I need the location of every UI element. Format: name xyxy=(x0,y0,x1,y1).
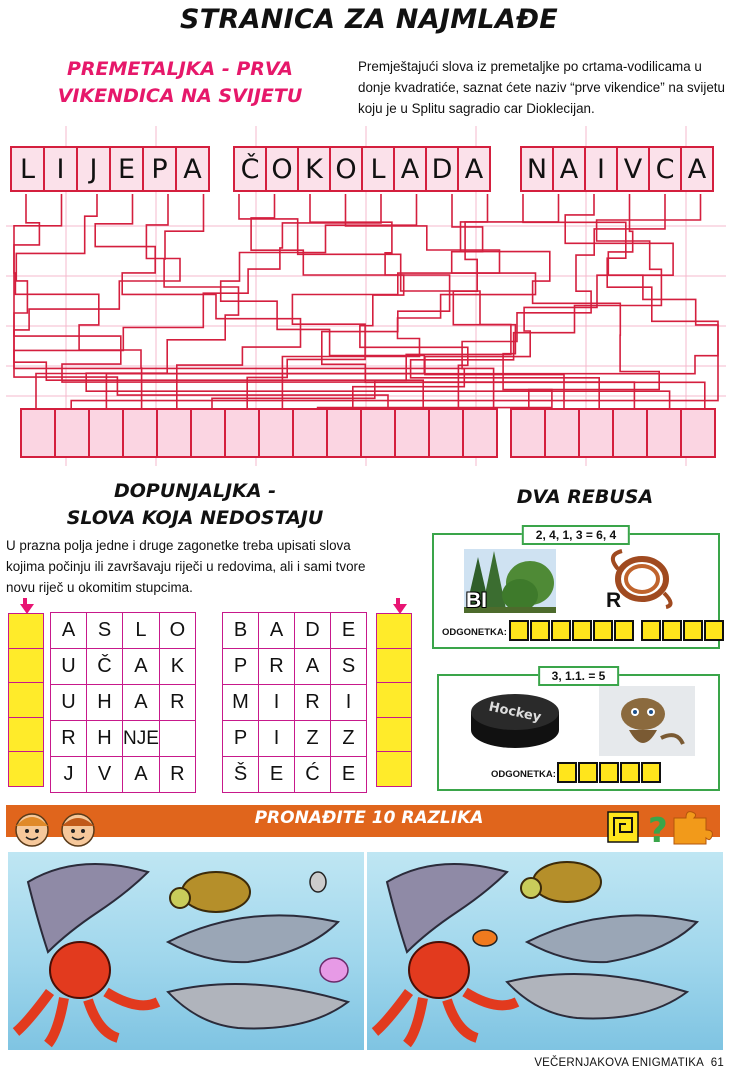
footer xyxy=(534,1057,724,1069)
rebus-1-bi: BI xyxy=(466,589,487,612)
right-answer-column[interactable] xyxy=(376,613,412,786)
answer-cell[interactable] xyxy=(122,408,158,458)
grid-cell: Z xyxy=(331,721,367,757)
grid-row xyxy=(51,685,196,721)
premetaljka-word3 xyxy=(520,146,712,192)
answer-cell[interactable] xyxy=(544,408,580,458)
grid-row xyxy=(223,685,367,721)
rebus-2 xyxy=(437,669,720,791)
grid-cell: A xyxy=(295,649,331,685)
letter-cell: V xyxy=(616,146,650,192)
letter-cell: A xyxy=(680,146,714,192)
differences-title: PRONAĐITE 10 RAZLIKA xyxy=(254,808,484,828)
rebus-2-answer-label: ODGONETKA: xyxy=(491,769,556,780)
page-title: STRANICA ZA NAJMLAĐE xyxy=(180,4,558,35)
premetaljka-word2 xyxy=(233,146,489,192)
grid-cell: A xyxy=(123,649,160,685)
answer-cell[interactable] xyxy=(88,408,124,458)
jellyfish xyxy=(320,958,348,982)
hockey-puck-image xyxy=(467,688,563,752)
answer-cell[interactable] xyxy=(54,408,90,458)
grid-cell: R xyxy=(295,685,331,721)
grid-cell: H xyxy=(87,721,123,757)
rebus-title: DVA REBUSA xyxy=(516,486,654,508)
sea-creatures-right xyxy=(367,852,723,1050)
letter-cell: L xyxy=(361,146,395,192)
premetaljka-instructions: Premještajući slova iz premetaljke po crtama-vodilicama u donje kvadratiće, saznat ćete naziv “prve vikendice” na svijetu koju je u Splitu sagradio car Dioklecijan. xyxy=(358,59,725,116)
grid-cell: U xyxy=(51,649,87,685)
left-answer-column[interactable] xyxy=(8,613,44,786)
right-column-arrow xyxy=(384,598,407,614)
rebus-1-answer-label: ODGONETKA: xyxy=(442,627,507,638)
letter-cell: J xyxy=(76,146,111,192)
grid-cell: S xyxy=(331,649,367,685)
grid-cell: R xyxy=(259,649,295,685)
letter-cell: P xyxy=(142,146,177,192)
octopus xyxy=(16,942,158,1044)
rebus-1 xyxy=(432,528,720,649)
rebus-1-answer-part1[interactable] xyxy=(509,620,635,641)
rebus-1-formula: 2, 4, 1, 3 = 6, 4 xyxy=(522,525,630,545)
differences-scene-right[interactable] xyxy=(367,852,723,1050)
grid-row xyxy=(223,649,367,685)
answer-cell[interactable] xyxy=(292,408,328,458)
differences-scene-left[interactable] xyxy=(8,852,364,1050)
grid-cell: E xyxy=(331,613,367,649)
right-word-grid xyxy=(222,612,367,793)
letter-cell: C xyxy=(648,146,682,192)
letter-cell: A xyxy=(457,146,491,192)
grid-row xyxy=(223,757,367,793)
puck-text: Hockey xyxy=(487,699,543,726)
grid-row xyxy=(51,613,196,649)
premetaljka-word1 xyxy=(10,146,208,192)
grid-cell xyxy=(159,721,195,757)
grid-row xyxy=(51,721,196,757)
grid-cell: E xyxy=(331,757,367,793)
grid-cell: Ć xyxy=(295,757,331,793)
letter-cell: N xyxy=(520,146,554,192)
dopunjaljka-title xyxy=(30,478,360,532)
shark xyxy=(168,915,338,962)
rebus-2-formula: 3, 1.1. = 5 xyxy=(538,666,620,686)
grid-cell: S xyxy=(87,613,123,649)
grid-cell: H xyxy=(87,685,123,721)
grid-cell: E xyxy=(259,757,295,793)
letter-cell: Č xyxy=(233,146,267,192)
et-image xyxy=(599,686,695,756)
octopus xyxy=(375,942,517,1044)
grid-cell: J xyxy=(51,757,87,793)
answer-cell[interactable] xyxy=(156,408,192,458)
footer-page-number: 61 xyxy=(710,1057,724,1069)
rebus-1-r: R xyxy=(606,589,622,612)
grid-row xyxy=(51,649,196,685)
grid-cell: P xyxy=(223,649,259,685)
grid-cell: O xyxy=(159,613,195,649)
answer-cell[interactable] xyxy=(646,408,682,458)
answer-cell[interactable] xyxy=(578,408,614,458)
yellow-answer-cell[interactable] xyxy=(8,682,44,718)
answer-cell[interactable] xyxy=(428,408,464,458)
grid-row xyxy=(223,721,367,757)
clownfish xyxy=(473,930,497,946)
letter-cell: L xyxy=(10,146,45,192)
grid-cell: K xyxy=(159,649,195,685)
grid-cell: A xyxy=(51,613,87,649)
premetaljka-answer-group1[interactable] xyxy=(20,408,496,458)
grid-cell: P xyxy=(223,721,259,757)
grid-cell: Z xyxy=(295,721,331,757)
dopunjaljka-title-line2: SLOVA KOJA NEDOSTAJU xyxy=(66,507,324,529)
hammerhead xyxy=(168,984,348,1028)
grid-cell: A xyxy=(259,613,295,649)
letter-cell: O xyxy=(265,146,299,192)
letter-cell: I xyxy=(43,146,78,192)
answer-cell[interactable] xyxy=(20,408,56,458)
grid-cell: I xyxy=(331,685,367,721)
answer-cell[interactable] xyxy=(326,408,362,458)
turtle xyxy=(170,872,250,912)
grid-cell: NJE xyxy=(123,721,160,757)
svg-text:?: ? xyxy=(648,811,668,848)
answer-cell[interactable] xyxy=(462,408,498,458)
left-word-grid xyxy=(50,612,196,793)
grid-cell: A xyxy=(123,685,160,721)
yellow-answer-cell[interactable] xyxy=(8,613,44,649)
answer-cell[interactable] xyxy=(360,408,396,458)
grid-cell: M xyxy=(223,685,259,721)
letter-cell: K xyxy=(297,146,331,192)
yellow-answer-cell[interactable] xyxy=(376,648,412,684)
answer-cell[interactable] xyxy=(190,408,226,458)
shark xyxy=(527,915,697,962)
rebus-1-answer-part2[interactable] xyxy=(641,620,725,641)
yellow-answer-cell[interactable] xyxy=(8,751,44,787)
grid-cell: U xyxy=(51,685,87,721)
grid-row xyxy=(51,757,196,793)
yellow-answer-cell[interactable] xyxy=(376,717,412,753)
letter-cell: A xyxy=(552,146,586,192)
yellow-answer-cell[interactable] xyxy=(376,682,412,718)
dopunjaljka-title-line1: DOPUNJALJKA - xyxy=(113,480,277,502)
yellow-answer-cell[interactable] xyxy=(376,613,412,649)
answer-cell[interactable] xyxy=(510,408,546,458)
letter-cell: E xyxy=(109,146,144,192)
yellow-answer-cell[interactable] xyxy=(8,717,44,753)
answer-cell[interactable] xyxy=(258,408,294,458)
premetaljka-title-line2: VIKENDICA NA SVIJETU xyxy=(57,85,303,107)
letter-cell: I xyxy=(584,146,618,192)
turtle xyxy=(521,862,601,902)
footer-magazine: VEČERNJAKOVA ENIGMATIKA xyxy=(534,1057,704,1069)
grid-cell: Š xyxy=(223,757,259,793)
grid-cell: I xyxy=(259,721,295,757)
premetaljka-title xyxy=(30,56,330,110)
grid-cell: L xyxy=(123,613,160,649)
dopunjaljka-instructions: U prazna polja jedne i druge zagonetke treba upisati slova kojima počinju ili završavaju riječi u redovima, ali i sami tvore novu riječ u okomitim stupcima. xyxy=(6,538,366,595)
premetaljka-answer-group2[interactable] xyxy=(510,408,714,458)
letter-cell: D xyxy=(425,146,459,192)
left-column-arrow xyxy=(11,598,34,614)
premetaljka-title-line1: PREMETALJKA - PRVA xyxy=(66,58,293,80)
sea-creatures-left xyxy=(8,852,364,1050)
grid-cell: V xyxy=(87,757,123,793)
dolphin xyxy=(28,864,148,952)
grid-row xyxy=(223,613,367,649)
grid-cell: D xyxy=(295,613,331,649)
puzzle-icons xyxy=(604,804,716,848)
answer-cell[interactable] xyxy=(680,408,716,458)
grid-cell: A xyxy=(123,757,160,793)
grid-cell: R xyxy=(159,685,195,721)
small-fish xyxy=(310,872,326,892)
letter-cell: O xyxy=(329,146,363,192)
rebus-2-answer[interactable] xyxy=(557,762,662,783)
letter-cell: A xyxy=(393,146,427,192)
letter-cell: A xyxy=(175,146,210,192)
hammerhead xyxy=(507,974,687,1018)
answer-cell[interactable] xyxy=(394,408,430,458)
grid-cell: R xyxy=(159,757,195,793)
answer-cell[interactable] xyxy=(224,408,260,458)
yellow-answer-cell[interactable] xyxy=(376,751,412,787)
grid-cell: Č xyxy=(87,649,123,685)
grid-cell: B xyxy=(223,613,259,649)
yellow-answer-cell[interactable] xyxy=(8,648,44,684)
grid-cell: R xyxy=(51,721,87,757)
grid-cell: I xyxy=(259,685,295,721)
answer-cell[interactable] xyxy=(612,408,648,458)
